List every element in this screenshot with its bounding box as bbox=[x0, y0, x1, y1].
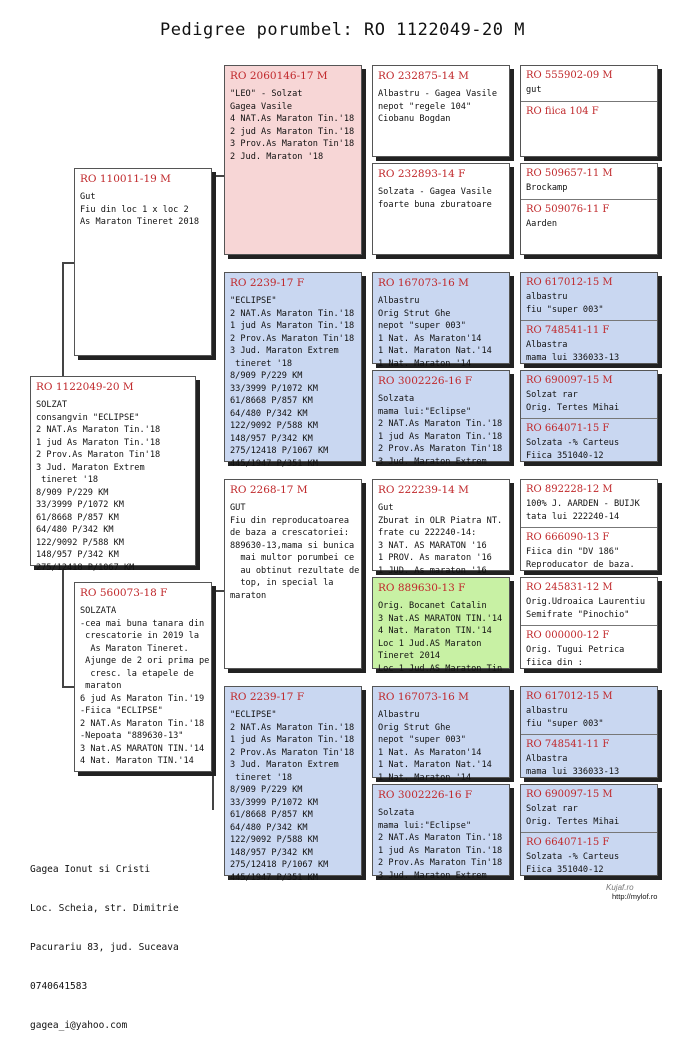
pedigree-card-dss bbox=[372, 479, 510, 576]
card-text-line: 3 Jud. Maraton Extrem bbox=[36, 462, 145, 473]
card-text-line: 2 NAT.As Maraton Tin.'18 bbox=[230, 308, 355, 319]
card-text-line: 889630-13,mama si bunica bbox=[230, 540, 355, 551]
card-text-line: Solzata - Gagea Vasile bbox=[378, 187, 492, 197]
card-divider bbox=[521, 527, 657, 528]
card-text-line: 100% J. AARDEN - BUIJK bbox=[526, 499, 640, 509]
card-lines bbox=[378, 88, 505, 126]
card-lines bbox=[230, 502, 360, 602]
ring-number: RO 892228-12 M bbox=[526, 484, 613, 495]
card-text-line: Semifrate "Pinochio" bbox=[526, 609, 630, 620]
card-text-line: nepot "super 003" bbox=[378, 735, 466, 745]
card-text-line: au obtinut rezultate de bbox=[230, 565, 360, 576]
card-text-line: 1 Nat. Maraton '14 bbox=[378, 358, 472, 369]
card-text-line: 8/909 P/229 KM bbox=[230, 371, 303, 381]
card-text-line: Solzat rar bbox=[526, 804, 578, 814]
card-text-line: Zburat in OLR Piatra NT. bbox=[378, 515, 503, 526]
card-divider bbox=[521, 832, 657, 833]
ring-number: RO 222239-14 M bbox=[378, 484, 469, 496]
pedigree-card-ssd bbox=[372, 163, 510, 255]
card-text-line: 1 Nat. Maraton Nat.'14 bbox=[378, 346, 492, 356]
card-text-line: 122/9092 P/588 KM bbox=[36, 537, 124, 548]
card-text-line: 3 Jud. Maraton Extrem bbox=[378, 456, 487, 467]
card-text-line: 122/9092 P/588 KM bbox=[230, 421, 318, 431]
card-text-line: Fiica 351040-12 bbox=[526, 864, 604, 875]
card-text-line: Fiu din loc 1 x loc 2 bbox=[80, 204, 189, 215]
card-text-line: 2 NAT.As Maraton Tin.'18 bbox=[230, 722, 355, 733]
ring-number: RO 167073-16 M bbox=[378, 277, 469, 289]
card-text-line: frate cu 222240-14: bbox=[378, 528, 477, 538]
card-text-line: 2 NAT.As Maraton Tin.'18 bbox=[378, 419, 503, 429]
card-text-line: 2 NAT.As Maraton Tin.'18 bbox=[378, 833, 503, 843]
card-text-line: fiica din : bbox=[526, 657, 583, 668]
owner-address: Loc. Scheia, str. Dimitrie bbox=[30, 903, 179, 914]
card-text-line: Albastru - Gagea Vasile bbox=[378, 89, 497, 99]
card-lines bbox=[526, 437, 653, 462]
ring-number: RO 2239-17 F bbox=[230, 277, 305, 289]
card-text-line: 1 jud As Maraton Tin.'18 bbox=[36, 437, 161, 448]
owner-name: Gagea Ionut si Cristi bbox=[30, 864, 151, 875]
card-text-line: 3 NAT. AS MARATON '16 bbox=[378, 540, 487, 551]
card-text-line: 4 Nat. Maraton TIN.'14 bbox=[378, 626, 492, 636]
owner-address: Pacurariu 83, jud. Suceava bbox=[30, 942, 179, 953]
owner-phone: 0740641583 bbox=[30, 981, 88, 992]
card-lines bbox=[80, 191, 207, 229]
pedigree-card-g5-2 bbox=[520, 163, 658, 255]
card-text-line: mama lui 336033-13 bbox=[526, 766, 620, 777]
pedigree-card-g5-8 bbox=[520, 784, 658, 876]
card-text-line: tineret '18 bbox=[36, 475, 99, 485]
card-text-line: 61/8668 P/857 KM bbox=[230, 396, 313, 406]
card-text-line: Gut bbox=[378, 503, 394, 513]
card-lines bbox=[526, 644, 653, 669]
pedigree-card-dam bbox=[74, 582, 212, 772]
ring-number: RO 000000-12 F bbox=[526, 630, 610, 641]
card-lines bbox=[526, 182, 653, 195]
card-text-line: 2 Prov.As Maraton Tin'18 bbox=[36, 450, 161, 460]
pedigree-card-subject bbox=[30, 376, 196, 573]
card-text-line: 8/909 P/229 KM bbox=[230, 785, 303, 795]
ring-number: RO 3002226-16 F bbox=[378, 789, 473, 801]
card-text-line: 2 jud As Maraton Tin.'18 bbox=[230, 126, 355, 137]
card-text-line: 2 NAT.As Maraton Tin.'18 bbox=[36, 425, 161, 435]
card-text-line: top, in special la bbox=[230, 578, 334, 588]
card-text-line: Orig. Tertes Mihai bbox=[526, 402, 620, 413]
ring-number: RO 560073-18 F bbox=[80, 587, 168, 599]
card-text-line: Aarden bbox=[526, 218, 558, 229]
card-text-line: 148/957 P/342 KM bbox=[230, 433, 313, 444]
ring-number: RO 2060146-17 M bbox=[230, 70, 328, 82]
ring-number: RO 690097-15 M bbox=[526, 789, 613, 800]
card-text-line: 2 Jud. Maraton '18 bbox=[230, 151, 324, 162]
card-text-line: Solzat rar bbox=[526, 390, 578, 400]
connector-line bbox=[212, 590, 224, 592]
card-text-line: 1 Nat. As Maraton'14 bbox=[378, 747, 482, 758]
card-text-line: 1 JUD. As maraton '16 bbox=[378, 565, 487, 576]
card-text-line: 1 Nat. Maraton Nat.'14 bbox=[378, 760, 492, 770]
card-text-line: Reproducator de baza. bbox=[526, 559, 635, 570]
pedigree-card-sire bbox=[74, 168, 212, 356]
card-text-line: albastru bbox=[526, 292, 568, 302]
card-text-line: 122/9092 P/588 KM bbox=[230, 835, 318, 845]
ring-number: RO 3002226-16 F bbox=[378, 375, 473, 387]
ring-number: RO 509657-11 M bbox=[526, 168, 613, 179]
card-text-line: Gut bbox=[80, 192, 96, 202]
ring-number: RO 2239-17 F bbox=[230, 691, 305, 703]
pedigree-card-dds bbox=[372, 686, 510, 783]
card-divider bbox=[521, 101, 657, 102]
card-text-line: 1 jud As Maraton Tin.'18 bbox=[378, 431, 503, 442]
card-text-line: gut bbox=[526, 85, 542, 95]
card-text-line: As Maraton Tineret 2018 bbox=[80, 217, 199, 227]
card-text-line: tineret '18 bbox=[230, 358, 293, 369]
signature-logo: Kujaf.ro bbox=[606, 883, 634, 892]
card-text-line: 2 Prov.As Maraton Tin'18 bbox=[378, 858, 503, 868]
pedigree-card-g5-1 bbox=[520, 65, 658, 157]
card-lines bbox=[378, 186, 505, 211]
card-lines bbox=[378, 295, 505, 370]
pedigree-card-dam-dam bbox=[224, 686, 362, 883]
card-text-line: "ECLIPSE" bbox=[230, 710, 277, 720]
card-text-line: maraton bbox=[80, 681, 122, 691]
card-text-line: Albastra bbox=[526, 754, 568, 764]
card-text-line: 64/480 P/342 KM bbox=[230, 408, 308, 419]
card-text-line: 1 Nat. Maraton '14 bbox=[378, 772, 472, 783]
card-text-line: consangvin "ECLIPSE" bbox=[36, 412, 140, 423]
card-text-line: Fiica 351040-12 bbox=[526, 450, 604, 461]
card-lines bbox=[230, 88, 357, 163]
card-text-line: Albastru bbox=[378, 710, 420, 720]
card-text-line: SOLZAT bbox=[36, 400, 68, 410]
card-text-line: mama lui:"Eclipse" bbox=[378, 820, 472, 831]
card-text-line: Solzata -% Carteus bbox=[526, 852, 620, 862]
card-lines bbox=[526, 546, 653, 571]
ring-number: RO 889630-13 F bbox=[378, 582, 466, 594]
card-text-line: 33/3999 P/1072 KM bbox=[230, 797, 318, 808]
card-text-line: Fiica din "DV 186" bbox=[526, 547, 620, 557]
card-text-line: mama lui:"Eclipse" bbox=[378, 406, 472, 417]
card-text-line: mama lui 336033-13 bbox=[526, 352, 620, 363]
card-text-line: 1 Nat. As Maraton'14 bbox=[378, 333, 482, 344]
card-text-line: SOLZATA bbox=[80, 606, 117, 616]
card-text-line: 445/1947 P/351 KM bbox=[230, 872, 318, 883]
card-text-line: foarte buna zburatoare bbox=[378, 199, 492, 210]
ring-number: RO 666090-13 F bbox=[526, 532, 610, 543]
connector-line bbox=[62, 262, 64, 377]
ring-number: RO 690097-15 M bbox=[526, 375, 613, 386]
pedigree-card-ddd bbox=[372, 784, 510, 881]
card-text-line: maraton bbox=[230, 590, 267, 601]
connector-line bbox=[212, 175, 224, 177]
card-divider bbox=[521, 734, 657, 735]
card-text-line: 275/12418 P/1067 KM bbox=[230, 446, 329, 456]
card-text-line: Albastra bbox=[526, 340, 568, 350]
card-text-line: -cea mai buna tanara din bbox=[80, 618, 205, 629]
card-lines bbox=[526, 705, 653, 730]
card-text-line: Gagea Vasile bbox=[230, 101, 293, 112]
card-text-line: fiu "super 003" bbox=[526, 304, 604, 315]
card-text-line: Orig Strut Ghe bbox=[378, 722, 451, 733]
ring-number: RO 748541-11 F bbox=[526, 739, 610, 750]
card-text-line: 3 Jud. Maraton Extrem bbox=[378, 870, 487, 881]
pedigree-card-sire-sire bbox=[224, 65, 362, 255]
card-text-line: -Nepoata "889630-13" bbox=[80, 731, 184, 741]
card-lines bbox=[230, 295, 357, 470]
card-text-line: 148/957 P/342 KM bbox=[36, 550, 119, 560]
card-text-line: Loc 1 Jud.AS Maraton bbox=[378, 638, 482, 649]
card-text-line: crescatorie in 2019 la bbox=[80, 631, 199, 641]
card-lines bbox=[526, 596, 653, 621]
card-text-line: GUT bbox=[230, 503, 246, 513]
card-text-line: 33/3999 P/1072 KM bbox=[36, 500, 124, 510]
card-text-line: Orig Strut Ghe bbox=[378, 308, 451, 319]
card-text-line: 2 Prov.As Maraton Tin'18 bbox=[378, 444, 503, 454]
card-text-line: 3 Jud. Maraton Extrem bbox=[230, 346, 339, 356]
card-text-line: -Fiica "ECLIPSE" bbox=[80, 706, 163, 716]
card-text-line: nepot "regele 104" bbox=[378, 101, 472, 112]
card-text-line: 3 Nat.AS MARATON TIN.'14 bbox=[378, 613, 503, 624]
pedigree-card-g5-4 bbox=[520, 370, 658, 462]
connector-line bbox=[62, 262, 74, 264]
card-lines bbox=[526, 339, 653, 364]
card-divider bbox=[521, 418, 657, 419]
card-text-line: "LEO" - Solzat bbox=[230, 89, 303, 99]
card-lines bbox=[230, 709, 357, 884]
card-text-line: mai multor porumbei ce bbox=[230, 553, 355, 563]
card-text-line: 61/8668 P/857 KM bbox=[230, 810, 313, 820]
card-text-line: Orig. Tertes Mihai bbox=[526, 816, 620, 827]
owner-contact bbox=[30, 837, 179, 1045]
card-text-line: Brockamp bbox=[526, 183, 568, 193]
card-text-line: Solzata bbox=[378, 394, 415, 404]
ring-number: RO 617012-15 M bbox=[526, 691, 613, 702]
card-text-line: 3 Prov.As Maraton Tin'18 bbox=[230, 139, 355, 149]
pedigree-card-g5-6 bbox=[520, 577, 658, 669]
card-text-line: tata lui 222240-14 bbox=[526, 511, 620, 522]
card-text-line: 3 Jud. Maraton Extrem bbox=[230, 760, 339, 770]
card-text-line: Albastru bbox=[378, 296, 420, 306]
card-divider bbox=[521, 199, 657, 200]
card-divider bbox=[521, 625, 657, 626]
pedigree-card-sdd bbox=[372, 370, 510, 467]
card-text-line: 1 PROV. As maraton '16 bbox=[378, 553, 492, 563]
connector-line bbox=[62, 568, 64, 688]
card-lines bbox=[378, 600, 505, 675]
connector-line bbox=[212, 590, 214, 810]
card-text-line: 2 Prov.As Maraton Tin'18 bbox=[230, 333, 355, 344]
card-text-line: Fiu din reproducatoarea bbox=[230, 515, 349, 526]
card-text-line: 445/1947 P/351 KM bbox=[230, 458, 318, 469]
card-lines bbox=[526, 498, 653, 523]
ring-number: RO 617012-15 M bbox=[526, 277, 613, 288]
ring-number: RO 555902-09 M bbox=[526, 70, 613, 81]
card-text-line: Ciobanu Bogdan bbox=[378, 114, 451, 124]
connector-line bbox=[62, 686, 74, 688]
card-lines bbox=[378, 393, 505, 468]
card-text-line: 8/909 P/229 KM bbox=[36, 487, 109, 498]
card-text-line: Orig. Bocanet Catalin bbox=[378, 601, 487, 611]
card-text-line: Loc 1 Jud.AS Maraton Tin bbox=[378, 663, 503, 674]
card-text-line: "ECLIPSE" bbox=[230, 296, 277, 306]
card-text-line: 33/3999 P/1072 KM bbox=[230, 383, 318, 394]
card-text-line: de baza a crescatoriei: bbox=[230, 528, 349, 538]
card-lines bbox=[378, 807, 505, 882]
ring-number: RO 509076-11 F bbox=[526, 203, 610, 215]
ring-number: RO 664071-15 F bbox=[526, 837, 610, 848]
card-lines bbox=[526, 291, 653, 316]
card-text-line: 64/480 P/342 KM bbox=[36, 525, 114, 535]
ring-number: RO fiica 104 F bbox=[526, 105, 599, 117]
card-text-line: 1 jud As Maraton Tin.'18 bbox=[230, 321, 355, 331]
pedigree-card-dam-sire bbox=[224, 479, 362, 669]
ring-number: RO 245831-12 M bbox=[526, 582, 613, 593]
ring-number: RO 2268-17 M bbox=[230, 484, 308, 496]
card-text-line: 2 Prov.As Maraton Tin'18 bbox=[230, 747, 355, 758]
ring-number: RO 232875-14 M bbox=[378, 70, 469, 82]
card-text-line: albastru bbox=[526, 706, 568, 716]
card-text-line: 275/12418 P/1067 KM bbox=[36, 562, 135, 573]
ring-number: RO 1122049-20 M bbox=[36, 381, 134, 393]
ring-number: RO 748541-11 F bbox=[526, 325, 610, 336]
pedigree-card-g5-3 bbox=[520, 272, 658, 364]
owner-email: gagea_i@yahoo.com bbox=[30, 1020, 128, 1031]
pedigree-card-g5-5 bbox=[520, 479, 658, 571]
card-text-line: 64/480 P/342 KM bbox=[230, 822, 308, 833]
card-text-line: Solzata -% Carteus bbox=[526, 438, 620, 448]
pedigree-card-sire-dam bbox=[224, 272, 362, 469]
pedigree-card-dsd bbox=[372, 577, 510, 674]
card-lines bbox=[80, 605, 210, 768]
card-lines bbox=[526, 389, 653, 414]
card-text-line: Orig.Udroaica Laurentiu bbox=[526, 597, 645, 607]
card-lines bbox=[36, 399, 191, 574]
card-text-line: 4 Nat. Maraton TIN.'14 bbox=[80, 756, 194, 766]
card-text-line: 4 NAT.As Maraton Tin.'18 bbox=[230, 114, 355, 124]
card-text-line: Solzata bbox=[378, 808, 415, 818]
pedigree-card-sss bbox=[372, 65, 510, 157]
card-text-line: 148/957 P/342 KM bbox=[230, 847, 313, 858]
card-text-line: tineret '18 bbox=[230, 772, 293, 783]
card-lines bbox=[526, 84, 653, 97]
card-lines bbox=[526, 803, 653, 828]
card-lines bbox=[526, 218, 653, 231]
card-text-line: Tineret 2014 bbox=[378, 651, 441, 661]
card-text-line: Ajunge de 2 ori prima pe bbox=[80, 656, 210, 666]
card-text-line: 3 Nat.AS MARATON TIN.'14 bbox=[80, 743, 205, 754]
card-text-line: nepot "super 003" bbox=[378, 321, 466, 331]
pedigree-card-g5-7 bbox=[520, 686, 658, 778]
pedigree-card-sds bbox=[372, 272, 510, 369]
card-lines bbox=[378, 709, 505, 784]
card-lines bbox=[378, 502, 505, 577]
ring-number: RO 232893-14 F bbox=[378, 168, 466, 180]
card-text-line: fiu "super 003" bbox=[526, 718, 604, 729]
card-text-line: 1 jud As Maraton Tin.'18 bbox=[230, 735, 355, 745]
ring-number: RO 664071-15 F bbox=[526, 423, 610, 434]
ring-number: RO 167073-16 M bbox=[378, 691, 469, 703]
card-text-line: 61/8668 P/857 KM bbox=[36, 512, 119, 523]
site-url: http://mylof.ro bbox=[612, 892, 658, 901]
card-divider bbox=[521, 320, 657, 321]
connector-line bbox=[212, 175, 214, 355]
card-text-line: As Maraton Tineret. bbox=[80, 643, 189, 654]
ring-number: RO 110011-19 M bbox=[80, 173, 171, 185]
card-text-line: 6 jud As Maraton Tin.'19 bbox=[80, 693, 205, 704]
page-title: Pedigree porumbel: RO 1122049-20 M bbox=[160, 20, 525, 40]
card-lines bbox=[526, 851, 653, 876]
card-text-line: cresc. la etapele de bbox=[80, 668, 194, 679]
card-text-line: 275/12418 P/1067 KM bbox=[230, 860, 329, 870]
card-text-line: Orig. Tugui Petrica bbox=[526, 645, 625, 655]
card-lines bbox=[526, 753, 653, 778]
card-text-line: 2 NAT.As Maraton Tin.'18 bbox=[80, 718, 205, 729]
card-text-line: 1 jud As Maraton Tin.'18 bbox=[378, 845, 503, 856]
